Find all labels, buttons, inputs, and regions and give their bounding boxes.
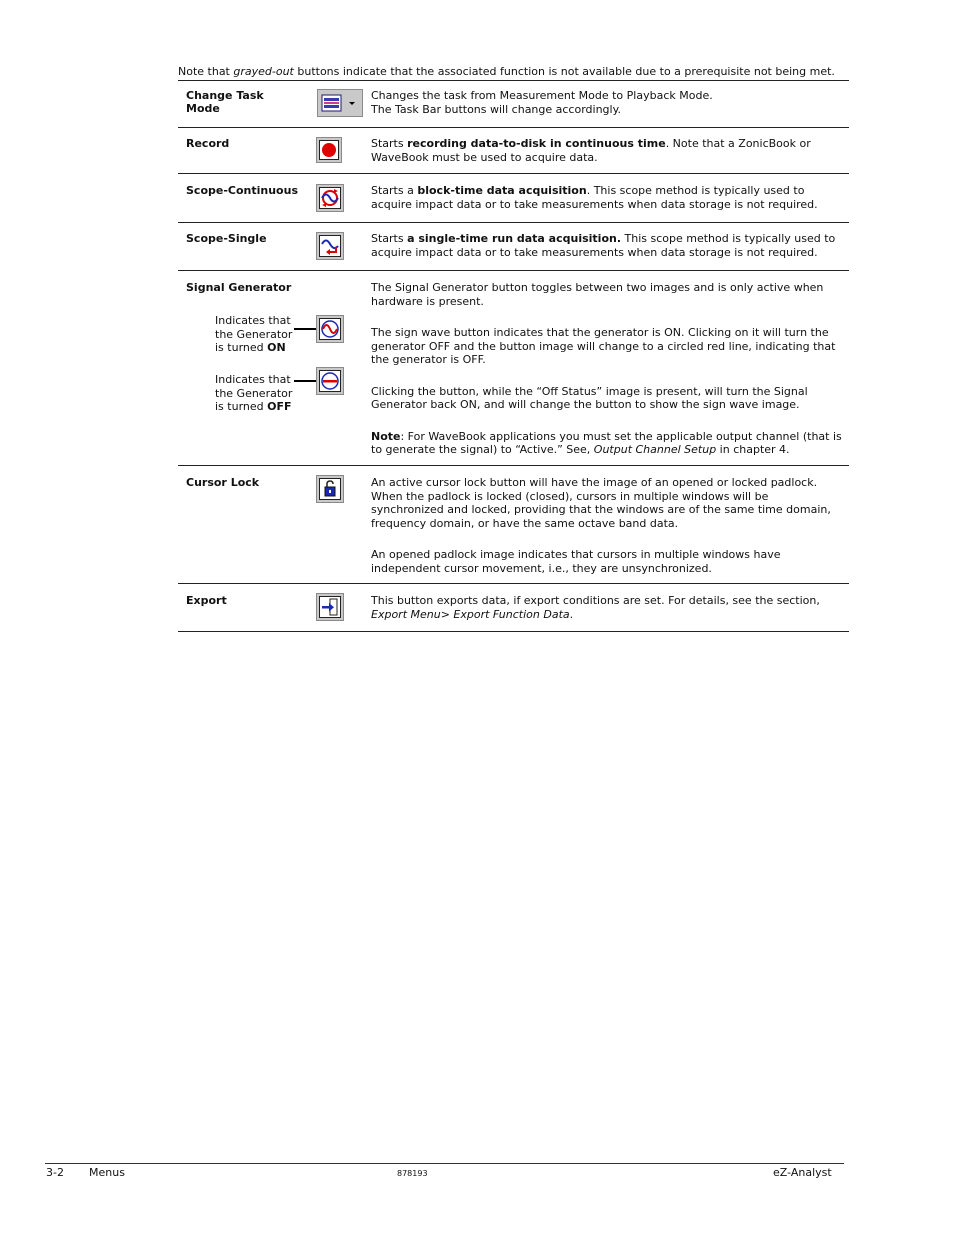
scope-continuous-icon[interactable] [316,184,344,212]
row-label: Export [186,594,227,607]
row-description: This button exports data, if export conditions are set. For details, see the section, Export Menu> Export Function Data. [371,594,820,621]
row-description: Starts a block-time data acquisition. This scope method is typically used to acquire impact data or to take measurements when data storage is not required. [371,184,818,211]
table-row-record [178,128,849,174]
page-number: 3-2 [46,1166,64,1179]
footer-section: Menus [89,1166,125,1179]
row-label: Scope-Continuous [186,184,298,197]
export-icon[interactable] [316,593,344,621]
table-row-change-task-mode [178,80,849,128]
scope-single-icon[interactable] [316,232,344,260]
grayed-out-note: Note that grayed-out buttons indicate that the associated function is not available due to a prerequisite not being met. [178,65,849,81]
generator-off-pointer [294,380,318,382]
generator-off-label: Indicates that the Generator is turned OFF [215,373,293,413]
record-icon[interactable] [316,137,342,163]
generator-on-pointer [294,328,318,330]
generator-on-label: Indicates that the Generator is turned ON [215,314,293,354]
footer-rule [45,1163,844,1164]
task-mode-dropdown-icon[interactable] [317,89,363,117]
footer-product: eZ-Analyst [773,1166,832,1179]
table-row-cursor-lock [178,466,849,584]
table-row-signal-generator [178,271,849,466]
row-label: Cursor Lock [186,476,260,489]
row-label: Change Task Mode [186,89,264,115]
row-description: The Signal Generator button toggles between two images and is only active when hardware is present. The sign wave button indicates that the generator is ON. Clicking on it will turn the generator OFF and the button image will change to a circled red line, indicating that the generator is OFF. Clicking the button, while the “Off Status” image is present, will turn the Signal Generator back ON, and will change the button to show the sign wave image. Note: For WaveBook applications you must set the applicable output channel (that is to generate the signal) to “Active.” See, Output Channel Setup in chapter 4. [371,281,842,456]
row-description: An active cursor lock button will have the image of an opened or locked padlock. When the padlock is locked (closed), cursors in multiple windows will be synchronized and locked, providing that the windows are of the same time domain, frequency domain, or have the same octave band data. An opened padlock image indicates that cursors in multiple windows have independent cursor movement, i.e., they are unsynchronized. [371,476,831,575]
row-description: Starts recording data-to-disk in continuous time. Note that a ZonicBook or WaveBook must be used to acquire data. [371,137,811,164]
toolbar-buttons-table [178,80,849,632]
row-label: Signal Generator [186,281,292,294]
table-row-scope-single [178,223,849,271]
row-description: Changes the task from Measurement Mode to Playback Mode. The Task Bar buttons will change accordingly. [371,89,713,116]
padlock-icon[interactable] [316,475,344,503]
sine-wave-icon[interactable] [316,315,344,343]
row-label: Record [186,137,230,150]
table-row-export [178,584,849,632]
generator-off-icon[interactable] [316,367,344,395]
row-description: Starts a single-time run data acquisition. This scope method is typically used to acquire impact data or to take measurements when data storage is not required. [371,232,836,259]
table-row-scope-continuous [178,174,849,223]
document-number: 878193 [397,1169,428,1178]
row-label: Scope-Single [186,232,267,245]
